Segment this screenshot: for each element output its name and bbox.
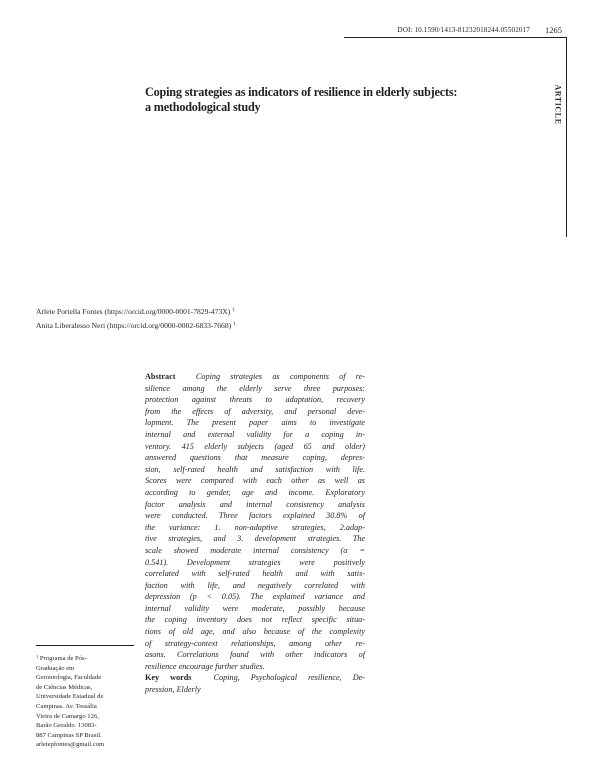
footnote-line: Graduação em (36, 664, 75, 672)
abstract-line: according to gender, age and income. Exploratory (145, 487, 365, 497)
abstract-heading: Abstract (145, 372, 176, 381)
footnote-line: Gerontologia, Faculdade (36, 674, 102, 682)
abstract-line: were conducted. Three factors explained 30.8% of (145, 511, 365, 521)
abstract-line: internal validity were moderate, possibly because (145, 603, 365, 613)
abstract-line: Scores were compared with each other as well as (145, 476, 365, 486)
abstract-line: tions of old age, and also because of the complexity (145, 627, 365, 637)
keywords-heading: Key words (145, 673, 192, 683)
abstract-line (145, 371, 365, 383)
footnote-line: de Ciências Médicas, (36, 683, 93, 691)
abstract-line: tive strategies, and 3. development strategies. The (145, 534, 365, 544)
abstract-line: 0.541). Development strategies were positively (145, 557, 365, 567)
abstract-line: protection against threats to adaptation, recovery (145, 395, 365, 405)
abstract-line: the coping inventory does not reflect specific situa- (145, 615, 365, 625)
abstract-line: internal and external validity for a coping in- (145, 429, 365, 439)
footnote-line: Barão Geraldo. 13083- (36, 722, 97, 730)
abstract-line: of strategy-context relationships, among other re- (145, 638, 365, 648)
abstract-line: answered questions that measure coping, depres- (145, 453, 365, 463)
abstract-line: factor analysis and internal consistency analysis (145, 499, 365, 509)
title-line: a methodological study (145, 99, 261, 114)
title-line: Coping strategies as indicators of resilience in elderly subjects: (145, 85, 458, 99)
footnote-line (36, 652, 136, 664)
affiliation-marker: 1 (232, 308, 235, 313)
footnote-line: Universidade Estadual de (36, 693, 104, 701)
abstract-line: asons. Correlations found with other indicators of (145, 650, 365, 660)
footnote-marker: 1 (36, 654, 39, 659)
article-title (145, 85, 495, 114)
footnote-line: 887 Campinas SP Brasil. (36, 731, 102, 739)
abstract-line: correlated with self-rated health and with satis- (145, 569, 365, 579)
margin-rule (566, 37, 567, 237)
abstract (145, 371, 365, 696)
keywords-line (145, 672, 365, 684)
abstract-line: silience among the elderly serve three purposes: (145, 383, 365, 393)
author-name: Arlete Portella Fontes (https://orcid.org/0000-0001-7829-473X) (36, 307, 233, 316)
author-entry (36, 319, 416, 333)
author-entry (36, 305, 416, 319)
footnote-line: Vieira de Camargo 126, (36, 712, 99, 720)
abstract-line: scale showed moderate internal consistency (α = (145, 545, 365, 555)
abstract-text: Coping strategies as components of re- (195, 372, 365, 381)
footnote-line: Campinas. Av. Tessália (36, 702, 97, 710)
header-rule (344, 37, 566, 38)
section-label: ARTICLE (553, 84, 563, 125)
footnote-rule (36, 645, 134, 646)
abstract-line: sion, self-rated health and satisfaction with life. (145, 464, 365, 474)
footnote-text: Programa de Pós- (39, 655, 87, 662)
abstract-line: from the effects of adversity, and personal deve- (145, 406, 365, 416)
abstract-line: ventory. 415 elderly subjects (aged 65 and older) (145, 441, 365, 451)
affiliation-footnote (36, 652, 136, 750)
author-name: Anita Liberalesso Neri (https://orcid.org/0000-0002-6833-7668) (36, 320, 234, 330)
keywords (145, 672, 365, 695)
keywords-line: pression, Elderly (145, 685, 201, 695)
author-email-link[interactable]: arletepfontes@gmail.com (36, 741, 105, 749)
keywords-text: Coping, Psychological resilience, De- (213, 673, 365, 683)
doi: DOI: 10.1590/1413-81232018244.05502017 (397, 26, 530, 34)
page-number: 1265 (545, 25, 562, 35)
abstract-line: lopment. The present paper aims to investigate (145, 418, 365, 428)
abstract-line: the variance: 1. non-adaptive strategies, 2.adap- (145, 522, 365, 532)
abstract-line: faction with life, and negatively correlated with (145, 580, 365, 590)
abstract-line: depression (p < 0.05). The explained variance and (145, 592, 365, 602)
author-list (36, 305, 416, 332)
affiliation-marker: 1 (233, 321, 236, 327)
abstract-line: resilience encourage further studies. (145, 661, 265, 671)
